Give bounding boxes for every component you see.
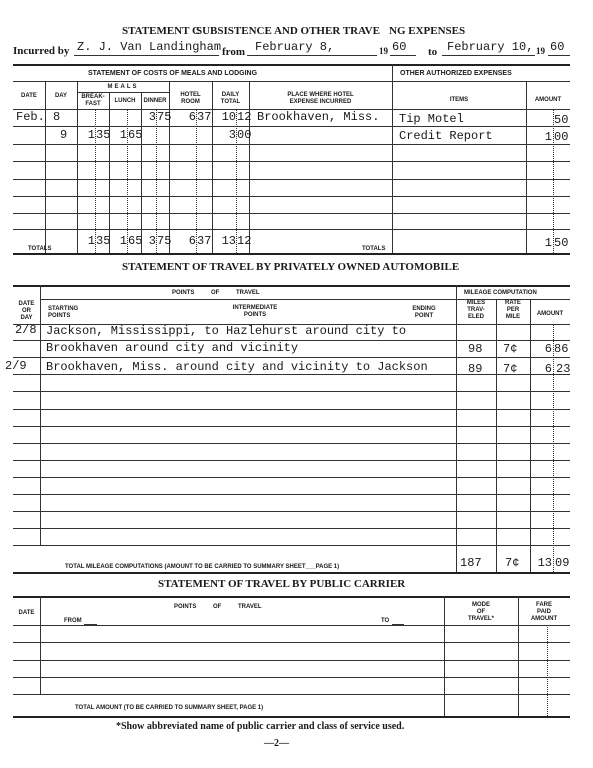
row-date: Feb.	[16, 110, 45, 124]
carrier-section-title: STATEMENT OF TRAVEL BY PUBLIC CARRIER	[158, 578, 406, 590]
row-line	[13, 677, 570, 678]
total-daily-dollars: 13	[221, 234, 236, 248]
hotel-cents: 37	[197, 110, 212, 124]
col-header-date: DATE	[21, 93, 37, 99]
breakfast-cents: 35	[96, 128, 111, 142]
page-number: —2—	[264, 738, 289, 749]
row-line	[13, 179, 570, 180]
lunch-cents: 65	[128, 128, 143, 142]
totals-label: TOTALS	[28, 246, 52, 252]
meals-subheader-rule	[77, 92, 169, 93]
auto-row-route: Brookhaven, Miss. around city and vicinity to Jackson	[46, 360, 428, 374]
col-header-hotel: HOTEL ROOM	[180, 92, 201, 105]
col-header-meals: MEALS	[107, 84, 139, 90]
table-top-border	[13, 596, 570, 598]
daily-total-dollars: 3	[228, 128, 236, 142]
total-lunch-dollars: 1	[119, 234, 127, 248]
footnote: *Show abbreviated name of public carrier and class of service used.	[116, 721, 405, 732]
col-line	[530, 299, 531, 572]
row-line	[13, 528, 570, 529]
auto-row-rate: 7¢	[503, 362, 518, 376]
form-title-part3: NG EXPENSES	[389, 25, 466, 37]
auto-row-miles: 89	[468, 362, 483, 376]
form-title-part1: STATEMENT C	[122, 25, 200, 37]
total-hotel-dollars: 6	[188, 234, 196, 248]
auto-col-date: DATE OR DAY	[18, 301, 35, 321]
carrier-col-mode: MODE OF TRAVEL*	[468, 602, 494, 622]
from-date-line	[247, 55, 377, 56]
other-item: Tip Motel	[399, 112, 464, 126]
auto-points-label: POINTS OF TRAVEL	[172, 290, 260, 296]
auto-row-amount-cents: 86	[554, 342, 569, 356]
from-blank	[84, 624, 97, 625]
total-daily-cents: 12	[237, 234, 252, 248]
total-dinner-cents: 75	[157, 234, 172, 248]
auto-col-miles: MILES TRAV- ELED	[466, 300, 486, 320]
carrier-total-label: TOTAL AMOUNT (TO BE CARRIED TO SUMMARY SHEET, PAGE 1)	[75, 705, 264, 711]
col-line	[40, 285, 41, 545]
row-day: 8	[53, 110, 61, 124]
col-header-lunch: LUNCH	[114, 98, 136, 104]
auto-row-date: 2/9	[5, 359, 27, 373]
row-line	[13, 196, 570, 197]
to-label: to	[428, 46, 438, 58]
col-header-day: DAY	[54, 93, 68, 99]
lunch-dollars: 1	[119, 128, 127, 142]
col-header-amount: AMOUNT	[534, 97, 562, 103]
to-date-line	[442, 55, 535, 56]
total-breakfast-dollars: 1	[87, 234, 95, 248]
incurred-by-value: Z. J. Van Landingham	[77, 40, 222, 54]
from-year-value: 60	[392, 40, 407, 54]
col-line	[547, 625, 548, 716]
auto-col-ending: ENDING POINT	[412, 306, 436, 319]
total-breakfast-cents: 35	[96, 234, 111, 248]
auto-row-miles: 98	[468, 342, 483, 356]
from-label: from	[222, 46, 246, 58]
row-line	[13, 126, 570, 127]
col-line	[553, 324, 554, 572]
col-header-items: ITEMS	[449, 97, 469, 103]
col-line	[249, 81, 250, 253]
auto-row-date: 2/8	[15, 323, 37, 337]
other-expenses-title: OTHER AUTHORIZED EXPENSES	[400, 70, 512, 77]
col-line	[456, 285, 457, 572]
other-amount-cents: 00	[554, 130, 569, 144]
auto-section-title: STATEMENT OF TRAVEL BY PRIVATELY OWNED AUTOMOBILE	[122, 261, 460, 273]
daily-total-cents: 00	[237, 128, 252, 142]
col-header-dinner: DINNER	[143, 98, 167, 104]
daily-total-dollars: 10	[221, 110, 236, 124]
row-line	[13, 161, 570, 162]
row-line	[13, 144, 570, 145]
auto-col-starting: STARTING POINTS	[48, 306, 79, 319]
row-line	[13, 391, 570, 392]
col-line	[45, 81, 46, 253]
carrier-col-fare: FARE PAID AMOUNT	[530, 602, 558, 622]
auto-row-route: Jackson, Mississippi, to Hazlehurst around city to	[46, 324, 407, 338]
col-line	[156, 109, 157, 253]
dinner-dollars: 3	[148, 110, 156, 124]
total-lunch-cents: 65	[128, 234, 143, 248]
col-line	[526, 81, 527, 253]
breakfast-dollars: 1	[87, 128, 95, 142]
row-line	[13, 511, 570, 512]
carrier-to-label: TO	[381, 618, 390, 624]
from-year-line	[390, 55, 416, 56]
row-line	[13, 460, 570, 461]
incurred-by-label: Incurred by	[13, 45, 70, 57]
other-total-cents: 50	[554, 236, 569, 250]
row-line	[13, 642, 570, 643]
row-line	[13, 409, 570, 410]
col-header-place: PLACE WHERE HOTEL EXPENSE INCURRED	[287, 92, 354, 105]
to-date-value: February 10,	[447, 40, 534, 54]
hotel-place: Brookhaven, Miss.	[257, 110, 380, 124]
auto-total-dollars: 13	[537, 556, 552, 570]
table-top-border	[13, 285, 570, 287]
col-line	[196, 109, 197, 253]
to-year-prefix: 19	[536, 46, 545, 56]
row-line	[13, 213, 570, 214]
row-line	[13, 477, 570, 478]
other-item: Credit Report	[399, 129, 493, 143]
row-line	[13, 545, 570, 546]
auto-col-intermediate: INTERMEDIATE POINTS	[232, 305, 278, 318]
auto-row-rate: 7¢	[503, 342, 518, 356]
auto-total-rate: 7¢	[505, 556, 520, 570]
auto-total-miles: 187	[460, 556, 482, 570]
incurred-by-line	[74, 55, 219, 56]
to-year-line	[548, 55, 570, 56]
mileage-computation-label: MILEAGE COMPUTATION	[464, 290, 537, 296]
table-rule	[13, 81, 570, 82]
col-header-daily-total: DAILY TOTAL	[220, 92, 241, 105]
row-line	[13, 426, 570, 427]
row-line	[13, 694, 570, 695]
column-header-bottom	[13, 625, 570, 626]
col-line	[212, 81, 213, 253]
auto-row-route: Brookhaven around city and vicinity	[46, 341, 299, 355]
row-line	[13, 229, 570, 230]
other-amount-cents: 50	[554, 113, 569, 127]
col-header-breakfast: BREAK- FAST	[81, 94, 105, 107]
from-year-prefix: 19	[379, 46, 388, 56]
table-bottom-border	[13, 716, 570, 718]
auto-row-amount-cents: 23	[556, 362, 571, 376]
to-blank	[392, 624, 404, 625]
row-line	[13, 443, 570, 444]
dinner-cents: 75	[157, 110, 172, 124]
auto-total-cents: 09	[555, 556, 570, 570]
auto-row-amount-dollars: 6	[544, 342, 552, 356]
other-total-dollars: 1	[544, 236, 552, 250]
carrier-points-label: POINTS OF TRAVEL	[174, 604, 262, 610]
meals-section-title: STATEMENT OF COSTS OF MEALS AND LODGING	[88, 70, 258, 77]
from-date-value: February 8,	[255, 40, 335, 54]
form-title-part2: SUBSISTENCE AND OTHER TRAVE	[196, 25, 380, 37]
table-bottom-border	[13, 572, 570, 574]
row-line	[13, 374, 570, 375]
col-line	[40, 596, 41, 694]
row-line	[13, 494, 570, 495]
carrier-from-label: FROM	[64, 618, 82, 624]
row-line	[13, 357, 570, 358]
other-totals-label: TOTALS	[362, 246, 386, 252]
auto-col-rate: RATE PER MILE	[505, 300, 521, 320]
total-dinner-dollars: 3	[148, 234, 156, 248]
other-amount-dollars: 1	[544, 130, 552, 144]
col-line	[496, 299, 497, 572]
col-line	[169, 81, 170, 253]
table-bottom-border	[13, 253, 570, 255]
col-line	[109, 92, 110, 253]
row-day: 9	[60, 128, 68, 142]
hotel-dollars: 6	[188, 110, 196, 124]
table-top-border	[13, 64, 570, 66]
auto-total-label: TOTAL MILEAGE COMPUTATIONS (AMOUNT TO BE CARRIED TO SUMMARY SHEET___PAGE 1)	[65, 564, 340, 570]
col-line	[392, 64, 393, 253]
row-line	[13, 660, 570, 661]
carrier-col-date: DATE	[18, 610, 35, 616]
auto-row-amount-dollars: 6	[544, 362, 552, 376]
to-year-value: 60	[550, 40, 565, 54]
daily-total-cents: 12	[237, 110, 252, 124]
auto-col-amount: AMOUNT	[536, 311, 564, 317]
total-hotel-cents: 37	[197, 234, 212, 248]
